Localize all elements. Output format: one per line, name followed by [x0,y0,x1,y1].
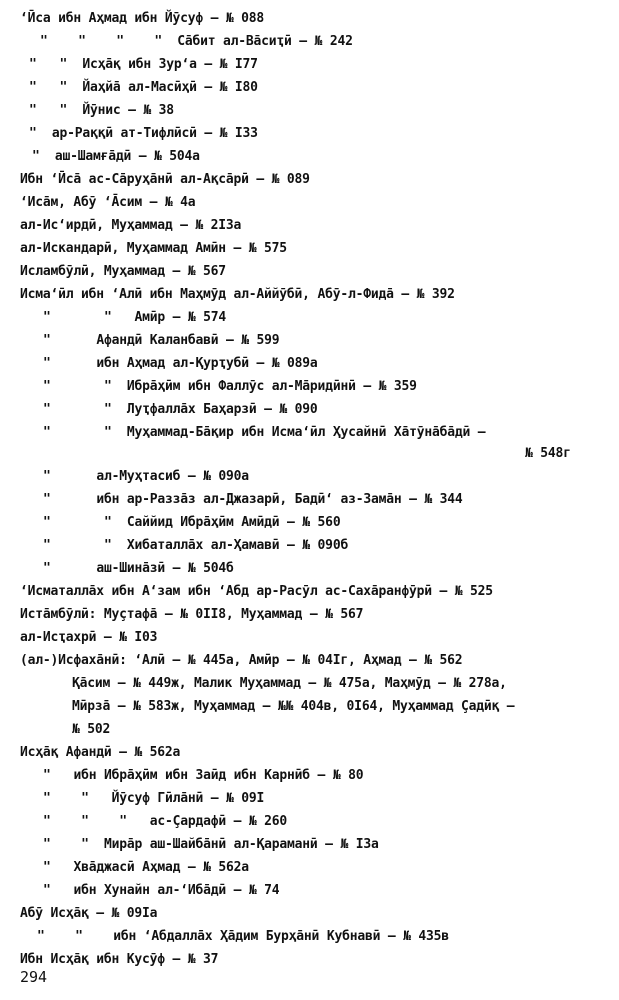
index-entry-line: " ибн Аҳмад ал-Қурҭубӣ – № 089а [43,356,318,371]
index-entry-line: Қāсим – № 449ж, Малик Муҳаммад – № 475а, Маҳмӯд – № 278а, [72,676,507,691]
index-entry-line: " ал-Муҳтасиб – № 090а [43,469,249,484]
index-entry-line: " " Хибаталлāх ал-Ҳамавӣ – № 090б [43,538,349,553]
page-number: 294 [20,968,48,986]
index-entry-line: ал-Ис‘ирдӣ, Муҳаммад – № 2I3а [20,218,242,233]
index-entry-line: ‘Ӣса ибн Аҳмад ибн Йӯсуф – № 088 [20,11,265,26]
index-entry-line: ‘Исāм, Абӯ ‘Āсим – № 4а [20,195,196,210]
index-entry-line: " ибн Хунайн ал-‘Ибāдӣ – № 74 [43,883,280,898]
index-entry-line: Абӯ Исҳāқ – № 09Iа [20,906,158,921]
index-entry-line: " ибн Ибрāҳӣм ибн Заӣд ибн Карнӣб – № 80 [43,768,364,783]
index-entry-line: Исма‘ӣл ибн ‘Алӣ ибн Маҳмӯд ал-Аййӯбӣ, Абӯ-л-Фидā – № 392 [20,287,455,302]
index-entry-line: № 548г [525,446,571,461]
index-entry-line: " " Исҳāқ ибн Зур‘а – № I77 [29,57,258,72]
index-entry-line: " " Амӣр – № 574 [43,310,227,325]
index-entry-line: " " Йӯнис – № 38 [29,103,174,118]
index-entry-line: ал-Искандарӣ, Муҳаммад Амӣн – № 575 [20,241,287,256]
index-entry-line: " аш-Шамғāдӣ – № 504а [32,149,200,164]
index-entry-line: ал-Исҭахрӣ – № I03 [20,630,158,645]
index-entry-line: ‘Исматаллāх ибн А‘зам ибн ‘Абд ар-Расӯл ас-Сахāранфӯрӣ – № 525 [20,584,493,599]
index-entry-line: " " ибн ‘Абдаллāх Ҳāдим Бурҳāнӣ Кубнавӣ – № 435в [37,929,449,944]
index-entry-line: " " Мирāр аш-Шайбāнӣ ал-Қараманӣ – № I3а [43,837,379,852]
index-entry-line: " " Йӯсуф Гӣлāнӣ – № 09I [43,791,265,806]
index-entry-line: Ибн Исҳāқ ибн Кусӯф – № 37 [20,952,219,967]
index-entry-line: Исҳāқ Афандӣ – № 562а [20,745,181,760]
index-entry-line: " ар-Раққӣ ат-Тифлӣсӣ – № I33 [29,126,258,141]
index-entry-line: Мӣрзā – № 583ж, Муҳаммад – №№ 404в, 0I64, Муҳаммад Ҫадӣқ – [72,699,515,714]
index-entry-line: № 502 [72,722,111,737]
index-entry-line: " Хвāджасӣ Аҳмад – № 562а [43,860,249,875]
index-entry-line: " " Саййид Ибрāҳӣм Амӣдӣ – № 560 [43,515,341,530]
index-entry-line: " " " " Сāбит ал-Вāсиҭӣ – № 242 [40,34,353,49]
index-entry-line: " аш-Шинāзӣ – № 504б [43,561,234,576]
index-entry-line: Исламбӯлӣ, Муҳаммад – № 567 [20,264,226,279]
index-entry-line: " Афандӣ Каланбавӣ – № 599 [43,333,280,348]
index-entry-line: " " " ас-Ҫардафӣ – № 260 [43,814,288,829]
index-entry-line: " " Йаҳйā ал-Масӣҳӣ – № I80 [29,80,258,95]
index-entry-line: Ибн ‘Ӣсā ас-Сāруҳāнӣ ал-Ақсāрӣ – № 089 [20,172,310,187]
index-entry-line: " " Муҳаммад-Бāқир ибн Исма‘ӣл Ҳусайнӣ Хāтӯнāбāдӣ – [43,425,486,440]
index-entry-line: (ал-)Исфахāнӣ: ‘Алӣ – № 445а, Амӣр – № 04Iг, Аҳмад – № 562 [20,653,463,668]
index-entry-line: Истāмбӯлӣ: Муҫтафā – № 0II8, Муҳаммад – № 567 [20,607,364,622]
index-entry-line: " " Ибрāҳӣм ибн Фаллӯс ал-Мāридӣнӣ – № 359 [43,379,417,394]
index-entry-line: " ибн ар-Раззāз ал-Джазарӣ, Бадӣ‘ аз-Замāн – № 344 [43,492,463,507]
index-entry-line: " " Луҭфаллāх Баҳарзӣ – № 090 [43,402,318,417]
